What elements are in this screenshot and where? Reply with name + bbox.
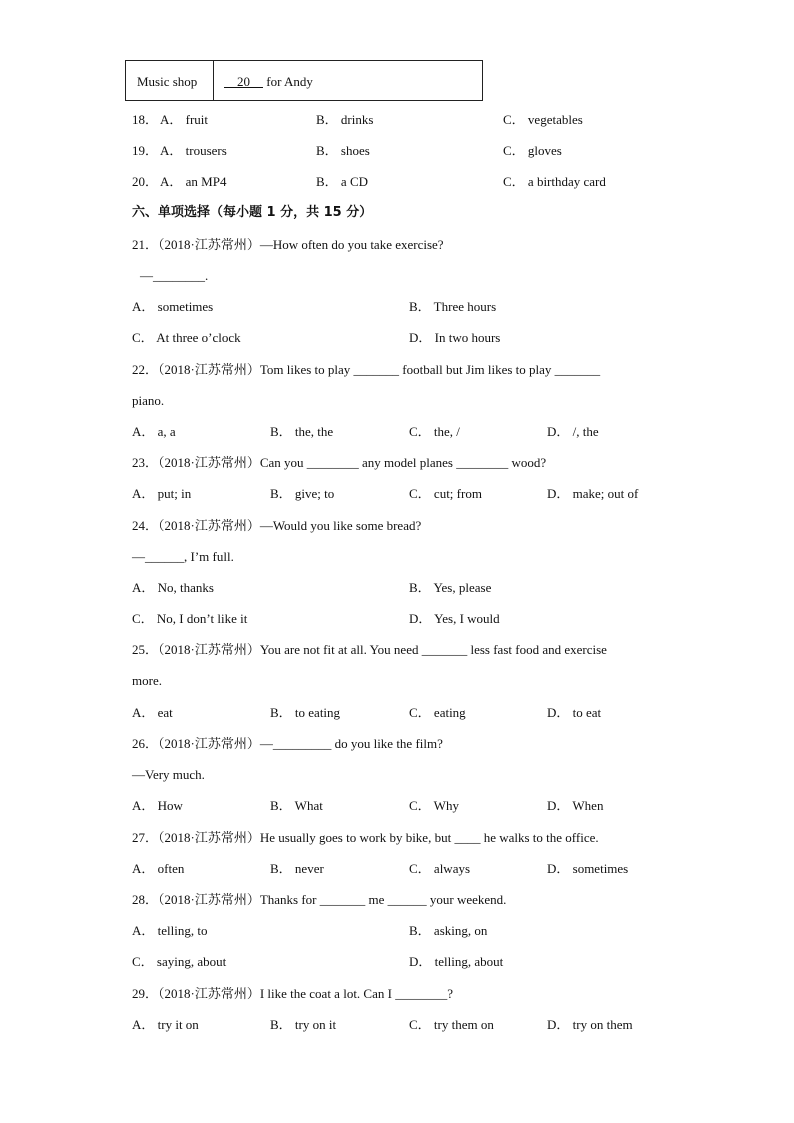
- question-answer-line: —______, I’m full.: [132, 549, 234, 564]
- option-b: B． to eating: [270, 705, 341, 720]
- table-cell-right: [224, 74, 313, 90]
- option-a: A． fruit: [160, 112, 209, 127]
- option-b: B． asking, on: [409, 923, 488, 938]
- option-c: C． saying, about: [132, 954, 227, 969]
- option-c: C． gloves: [503, 143, 562, 158]
- option-c: C． No, I don’t like it: [132, 611, 248, 626]
- question-stem: 26．（2018·江苏常州）—_________ do you like the film?: [132, 736, 443, 751]
- question-answer-line: —Very much.: [132, 767, 205, 782]
- option-c: C． At three o’clock: [132, 330, 241, 345]
- question-stem: 27．（2018·江苏常州）He usually goes to work by bike, but ____ he walks to the office.: [132, 830, 599, 845]
- option-b: B． drinks: [316, 112, 374, 127]
- item-number: 20．: [132, 174, 159, 189]
- item-number: 18．: [132, 112, 159, 127]
- option-c: C． cut; from: [409, 486, 482, 501]
- table-cell-right-text: for Andy: [266, 74, 313, 89]
- item-number: 19．: [132, 143, 159, 158]
- option-d: D． to eat: [547, 705, 602, 720]
- question-stem-continued: piano.: [132, 393, 165, 408]
- table-divider: [213, 61, 214, 100]
- option-c: C． a birthday card: [503, 174, 606, 189]
- option-d: D． sometimes: [547, 861, 629, 876]
- blank-number: 20: [237, 74, 250, 89]
- option-b: B． shoes: [316, 143, 370, 158]
- answer-table: [125, 60, 483, 101]
- option-b: B． Three hours: [409, 299, 497, 314]
- question-answer-line: —________.: [140, 268, 209, 283]
- option-a: A． How: [132, 798, 183, 813]
- option-a: A． No, thanks: [132, 580, 214, 595]
- option-a: A． try it on: [132, 1017, 199, 1032]
- question-stem: 23．（2018·江苏常州）Can you ________ any model planes ________ wood?: [132, 455, 547, 470]
- option-b: B． never: [270, 861, 324, 876]
- question-stem: 28．（2018·江苏常州）Thanks for _______ me ______ your weekend.: [132, 892, 507, 907]
- option-c: C． the, /: [409, 424, 460, 439]
- question-stem: 21．（2018·江苏常州）—How often do you take exercise?: [132, 237, 444, 252]
- option-a: A． a, a: [132, 424, 176, 439]
- option-a: A． eat: [132, 705, 173, 720]
- option-b: B． What: [270, 798, 323, 813]
- option-c: C． vegetables: [503, 112, 583, 127]
- option-d: D． telling, about: [409, 954, 504, 969]
- option-d: D． In two hours: [409, 330, 501, 345]
- option-d: D． /, the: [547, 424, 599, 439]
- option-b: B． the, the: [270, 424, 334, 439]
- option-d: D． When: [547, 798, 604, 813]
- question-stem: 25．（2018·江苏常州）You are not fit at all. You need _______ less fast food and exercise: [132, 642, 607, 657]
- option-c: C． try them on: [409, 1017, 494, 1032]
- option-d: D． try on them: [547, 1017, 633, 1032]
- option-d: D． make; out of: [547, 486, 639, 501]
- option-a: A． trousers: [160, 143, 227, 158]
- option-b: B． Yes, please: [409, 580, 492, 595]
- option-a: A． telling, to: [132, 923, 208, 938]
- option-b: B． a CD: [316, 174, 369, 189]
- option-a: A． often: [132, 861, 185, 876]
- table-cell-left: Music shop: [137, 74, 198, 89]
- option-a: A． sometimes: [132, 299, 214, 314]
- question-stem-continued: more.: [132, 673, 162, 688]
- option-c: C． Why: [409, 798, 459, 813]
- option-b: B． try on it: [270, 1017, 337, 1032]
- option-c: C． eating: [409, 705, 466, 720]
- option-a: A． put; in: [132, 486, 192, 501]
- question-stem: 24．（2018·江苏常州）—Would you like some bread?: [132, 518, 422, 533]
- option-a: A． an MP4: [160, 174, 227, 189]
- option-d: D． Yes, I would: [409, 611, 500, 626]
- question-stem: 29．（2018·江苏常州）I like the coat a lot. Can I ________?: [132, 986, 453, 1001]
- section-title: 六、单项选择（每小题 1 分，共 15 分）: [132, 205, 373, 220]
- option-c: C． always: [409, 861, 471, 876]
- option-b: B． give; to: [270, 486, 335, 501]
- question-stem: 22．（2018·江苏常州）Tom likes to play _______ football but Jim likes to play _______: [132, 362, 601, 377]
